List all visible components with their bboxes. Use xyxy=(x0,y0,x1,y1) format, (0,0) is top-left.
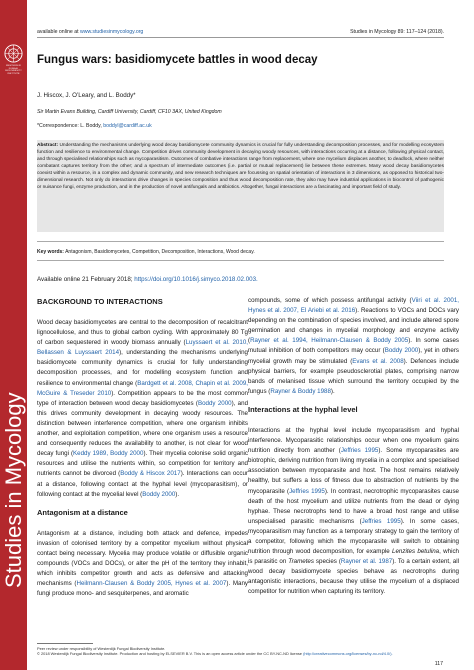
citation-link[interactable]: Heilmann-Clausen & Boddy 2005, Hynes et al. 2007 xyxy=(76,580,227,588)
paragraph: Wood decay basidiomycetes are central to the decomposition of recalcitrant lignocellulose, and thus to global carbon cycling. With approximately 80 Tg of carbon sequestered in woody biomass annually (Luyssaert et al. 2010, Bellassen & Luyssaert 2014), understanding the mechanisms underlying basidiomycete community dynamics is crucial for fully understanding decomposition processes, and for modelling ecosystem function and resilience to environmental change (Bardgett et al. 2008, Chapin et al. 2009, McGuire & Treseder 2010). Competition appears to be the most common type of interaction between wood decay basidiomycetes (Boddy 2000), and this drives community development in decaying woody resources. The distinction between interference competition, where one organism inhibits another, and exploitation competition, where one organism uses a resource and consequently reduces the availability to another, is not clear for wood decay fungi (Keddy 1989, Boddy 2000). Their mycelia colonise solid organic resources and utilise the nutrients within, so competition for territory and nutrients cannot be divorced (Boddy & Hiscox 2017). Interactions can occur at a distance, following contact at the hyphal level (mycoparasitism), or following contact at the mycelial level (Boddy 2000). xyxy=(37,319,249,498)
citation-link[interactable]: Jeffries 1995 xyxy=(361,517,401,525)
right-column xyxy=(248,296,459,606)
header-availability xyxy=(37,29,143,35)
citation-link[interactable]: Rayner & Boddy 1988 xyxy=(270,387,331,395)
citation-link[interactable]: Keddy 1989, Boddy 2000 xyxy=(73,450,144,458)
article-title: Fungus wars: basidiomycete battles in wood decay xyxy=(37,54,318,66)
journal-name-vertical xyxy=(1,392,27,614)
citation-link[interactable]: Boddy 2000 xyxy=(197,399,232,407)
abstract-text: Understanding the mechanisms underlying wood decay basidiomycete community dynamics is crucial for fully understanding decomposition processes, and for modelling ecosystem function and resilience to environmental change. Competition drives community development in decaying woody resources, with interactions occurring at a distance, following physical contact, and through specialised relationships such as mycoparasitism. Outcomes of combative interactions range from replacement, where one mycelium displaces another, to deadlock, where neither combatant captures territory from the other; and a spectrum of intermediate outcomes (i.e. partial or mutual replacement) lie between these extremes. Many wood decay basidiomycetes coexist within a resource, in a complex and dynamic community, and new research techniques are focussing on spatial orientation of interactions in 3 dimensions, as opposed to historical two-dimensional research. Not only do interactions drive changes in species composition and thus wood decomposition rate, they also may have industrial applications in biocontrol of pathogenic or nuisance fungi, enzyme production, and in the production of novel antifungals and antibiotics. Altogether, fungal interactions are a fascinating and important field of study. xyxy=(37,143,444,190)
doi-link[interactable]: https://doi.org/10.1016/j.simyco.2018.02.003. xyxy=(134,276,258,283)
paragraph: compounds, some of which possess antifungal activity (Viiri et al. 2001, Hynes et al. 2007, El Ariebi et al. 2016). Reactions to VOCs and DOCs vary depending on the combination of species involved, and include altered spore germination and changes in mycelial morphology and enzyme activity (Rayner et al. 1994, Heilmann-Clausen & Boddy 2005). In some cases mutual inhibition of both competitors may occur (Boddy 2000), yet in others mycelial growth may be stimulated (Evans et al. 2008). Defences include physical barriers, for example pseudosclerotial plates, comprising narrow bands of melanised tissue which surround the territory occupied by the fungus (Rayner & Boddy 1988). xyxy=(248,297,459,395)
available-online-text: Available online 21 February 2018; xyxy=(37,276,133,283)
citation-link[interactable]: Bardgett et al. 2008, Chapin et al. 2009, McGuire & Treseder 2010 xyxy=(37,379,248,397)
copyright-text: © 2018 Westerdijk Fungal Biodiversity Institute. Production and hosting by ELSEVIER B.V. This is an open access article under the CC BY-NC-ND license xyxy=(37,651,302,657)
peer-review-note: Peer review under responsibility of Westerdijk Fungal Biodiversity Institute. xyxy=(37,646,166,651)
citation-link[interactable]: Boddy 2000 xyxy=(384,347,419,355)
footnotes xyxy=(37,646,443,657)
keywords-bottom-divider xyxy=(37,260,444,261)
citation-link[interactable]: Boddy 2000 xyxy=(142,490,176,498)
correspondence xyxy=(37,123,152,129)
citation-link[interactable]: Luyssaert et al. 2010, Bellassen & Luyssaert 2014 xyxy=(37,339,248,357)
institute-logo xyxy=(3,44,24,84)
affiliation: Sir Martin Evans Building, Cardiff University, Cardiff, CF10 3AX, United Kingdom xyxy=(37,109,222,115)
section-heading-antagonism: Antagonism at a distance xyxy=(37,507,128,517)
journal-sidebar xyxy=(0,0,27,670)
header-divider xyxy=(37,37,444,38)
institute-logo-icon xyxy=(4,44,23,63)
keywords-text: Antagonism, Basidiomycetes, Competition, Decomposition, Interactions, Wood decay. xyxy=(65,249,255,255)
keywords-top-divider xyxy=(37,241,444,242)
section-heading-hyphal: Interactions at the hyphal level xyxy=(248,404,358,414)
license-link[interactable]: (http://creativecommons.org/licenses/by-nc-nd/4.0/). xyxy=(303,651,393,657)
citation-link[interactable]: Viiri et al. 2001, Hynes et al. 2007, El Ariebi et al. 2016 xyxy=(248,297,459,315)
section-heading-background: BACKGROUND TO INTERACTIONS xyxy=(37,297,163,306)
footnote-divider xyxy=(37,643,93,644)
available-prefix: available online at xyxy=(37,29,79,35)
keywords xyxy=(37,249,444,255)
paragraph: Interactions at the hyphal level include mycoparasitism and hyphal interference. Mycoparasitic relationships occur when one mycelium gains nutrition directly from another (Jeffries 1995). Some mycoparasites are biotrophic, deriving nutrition from living mycelia in a complex and specialised association between mycoparasite and host. The host remains relatively healthy, but suffers a loss of fitness due to abstraction of nutrients by the mycoparasite (Jeffries 1995). In contrast, necrotrophic mycoparasites cause death of the host mycelium and utilize nutrients from the dead or dying hyphae. These necrotrophs tend to have a broad host range and utilise unspecialised parasitic mechanisms (Jeffries 1995). In some cases, mycoparasitism may function as a temporary strategy to gain the territory of a competitor, following which the mycoparasite will switch to obtaining nutrition through wood decomposition, for example Lenzites betulina, which is parasitic on Trametes species (Rayner et al. 1987). To a certain extent, all wood decay basidiomycete species behave as necrotrophs during antagonistic interactions, because they utilise the mycelium of a displaced competitor for nutrition when capturing its territory. xyxy=(248,426,459,596)
left-column xyxy=(37,297,248,607)
keywords-label: Key words: xyxy=(37,249,64,255)
citation-link[interactable]: Rayner et al. 1987 xyxy=(340,558,393,566)
page-number: 117 xyxy=(434,661,443,667)
paragraph: Antagonism at a distance, including both attack and defence, impedes invasion of colonised territory by a competitor mycelium without physical contact being necessary. Mycelia may produce volatile or diffusible organic compounds (VOCs and DOCs), or alter the pH of the territory they inhabit, which inhibits competitor growth and acts as defensive and attacking mechanisms (Heilmann-Clausen & Boddy 2005, Hynes et al. 2007). Many fungi produce mono- and sesquiterpenes, and aromatic xyxy=(37,529,248,598)
abstract-label: Abstract: xyxy=(37,143,59,148)
site-link[interactable]: www.studiesinmycology.org xyxy=(79,29,144,35)
correspondence-prefix: *Correspondence: L. Boddy, xyxy=(37,123,102,129)
citation-link[interactable]: Jeffries 1995 xyxy=(289,487,325,495)
institute-logo-text: WESTERDIJK FUNGAL BIODIVERSITY INSTITUTE xyxy=(5,65,22,75)
correspondence-email-link[interactable]: boddyl@cardiff.ac.uk xyxy=(103,123,152,129)
author-list: J. Hiscox, J. O’Leary, and L. Boddy* xyxy=(37,92,136,99)
journal-reference: Studies in Mycology 89: 117–124 (2018). xyxy=(350,29,444,35)
available-online xyxy=(37,276,258,283)
journal-name: Studies in Mycology xyxy=(1,392,26,588)
abstract xyxy=(37,142,444,191)
citation-link[interactable]: Rayner et al. 1994, Heilmann-Clausen & Boddy 2005 xyxy=(250,337,409,345)
copyright-note xyxy=(37,651,443,656)
citation-link[interactable]: Jeffries 1995 xyxy=(340,447,379,455)
citation-link[interactable]: Evans et al. 2008 xyxy=(352,357,404,365)
citation-link[interactable]: Boddy & Hiscox 2017 xyxy=(120,470,181,478)
